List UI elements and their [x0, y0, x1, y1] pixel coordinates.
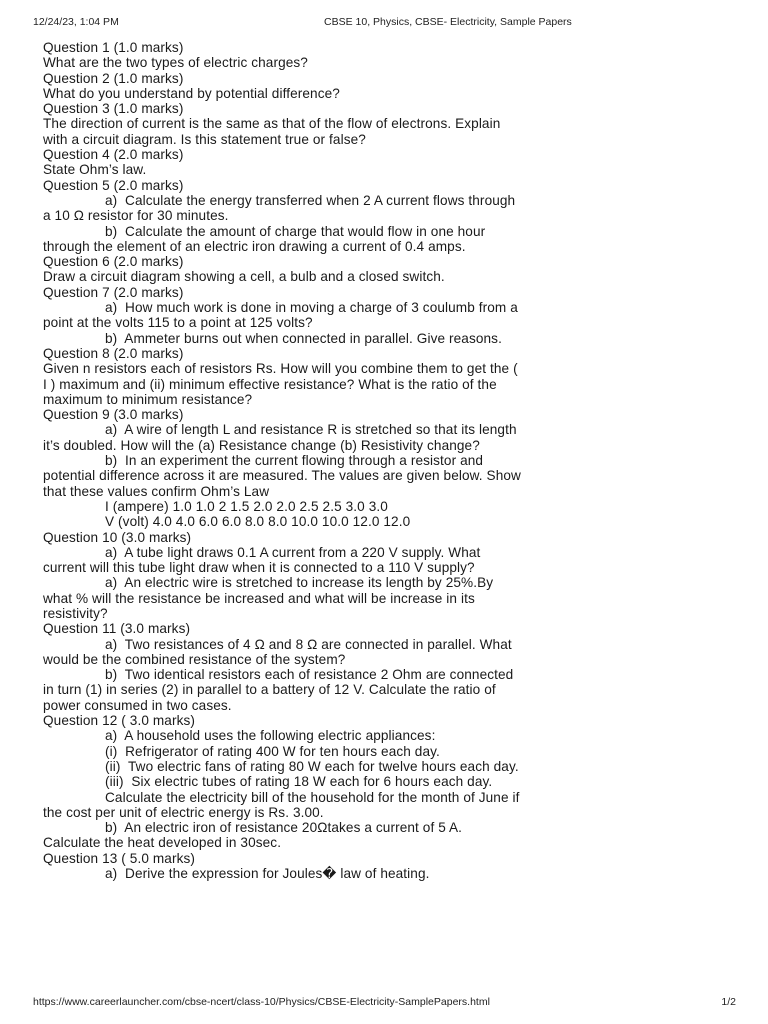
question-subpart: a) Derive the expression for Joules� law of heating. [105, 866, 430, 882]
question-subpart: Calculate the electricity bill of the household for the month of June if the cost per unit of electric energy is Rs. 3.00. [43, 789, 524, 820]
question-subpart: V (volt) 4.0 4.0 6.0 6.0 8.0 8.0 10.0 10.0 12.0 12.0 [105, 514, 411, 530]
question-text: What do you understand by potential difference? [43, 85, 340, 101]
page-number: 1/2 [721, 996, 736, 1008]
question-subpart: b) An electric iron of resistance 20Ωtakes a current of 5 A. Calculate the heat developed in 30sec. [43, 820, 466, 851]
question-subpart: a) A wire of length L and resistance R is stretched so that its length it’s doubled. How will the (a) Resistance change (b) Resistivity change? [43, 422, 521, 453]
question-subpart: b) Two identical resistors each of resistance 2 Ohm are connected in turn (1) in series (2) in parallel to a battery of 12 V. Calculate the ratio of power consumed in two cases. [43, 667, 518, 713]
question-heading: Question 3 (1.0 marks) [43, 101, 184, 117]
question-text: Given n resistors each of resistors Rs. How will you combine them to get the ( I ) maximum and (ii) minimum effective resistance? What is the ratio of the maximum to minimum resistance? [43, 361, 522, 407]
question-heading: Question 5 (2.0 marks) [43, 177, 184, 193]
question-heading: Question 10 (3.0 marks) [43, 529, 192, 545]
question-subpart: I (ampere) 1.0 1.0 2 1.5 2.0 2.0 2.5 2.5 3.0 3.0 [105, 498, 388, 514]
question-heading: Question 1 (1.0 marks) [43, 40, 184, 55]
question-subpart: a) A tube light draws 0.1 A current from a 220 V supply. What current will this tube light draw when it is connected to a 110 V supply? [43, 544, 485, 576]
question-subpart: b) Calculate the amount of charge that would flow in one hour through the element of an electric iron drawing a current of 0.4 amps. [43, 223, 490, 254]
question-subpart: a) A household uses the following electric appliances: [105, 728, 436, 744]
question-text: State Ohm’s law. [43, 162, 147, 178]
question-heading: Question 7 (2.0 marks) [43, 284, 184, 300]
question-text: Draw a circuit diagram showing a cell, a bulb and a closed switch. [43, 269, 445, 285]
question-heading: Question 9 (3.0 marks) [43, 407, 184, 423]
question-subpart: (iii) Six electric tubes of rating 18 W each for 6 hours each day. [105, 774, 493, 790]
question-heading: Question 13 ( 5.0 marks) [43, 850, 195, 866]
question-subpart: a) How much work is done in moving a charge of 3 coulumb from a point at the volts 115 to a point at 125 volts? [43, 300, 522, 331]
question-subpart: (ii) Two electric fans of rating 80 W each for twelve hours each day. [105, 758, 519, 774]
print-header [0, 16, 768, 30]
question-heading: Question 2 (1.0 marks) [43, 70, 184, 86]
question-subpart: b) In an experiment the current flowing through a resistor and potential difference across it are measured. The values are given below. Show that these values confirm Ohm’s Law [43, 453, 525, 499]
document-body [43, 40, 523, 881]
question-heading: Question 8 (2.0 marks) [43, 345, 184, 361]
question-subpart: a) Calculate the energy transferred when 2 A current flows through a 10 Ω resistor for 30 minutes. [43, 192, 520, 224]
question-subpart: (i) Refrigerator of rating 400 W for ten hours each day. [105, 743, 440, 759]
question-heading: Question 11 (3.0 marks) [43, 621, 191, 637]
question-heading: Question 4 (2.0 marks) [43, 147, 184, 163]
question-heading: Question 6 (2.0 marks) [43, 254, 184, 270]
print-footer [0, 996, 768, 1010]
question-heading: Question 12 ( 3.0 marks) [43, 713, 195, 729]
question-subpart: b) Ammeter burns out when connected in parallel. Give reasons. [105, 330, 502, 346]
page-title: CBSE 10, Physics, CBSE- Electricity, Sample Papers [324, 16, 572, 28]
question-subpart: a) Two resistances of 4 Ω and 8 Ω are connected in parallel. What would be the combined resistance of the system? [43, 636, 516, 667]
source-url: https://www.careerlauncher.com/cbse-ncert/class-10/Physics/CBSE-Electricity-SamplePapers.html [33, 996, 490, 1008]
question-text: The direction of current is the same as that of the flow of electrons. Explain with a circuit diagram. Is this statement true or false? [43, 116, 505, 147]
question-subpart: a) An electric wire is stretched to increase its length by 25%.By what % will the resistance be increased and what will be increase in its resistivity? [43, 575, 498, 621]
print-datetime: 12/24/23, 1:04 PM [33, 16, 119, 28]
question-text: What are the two types of electric charges? [43, 55, 308, 71]
